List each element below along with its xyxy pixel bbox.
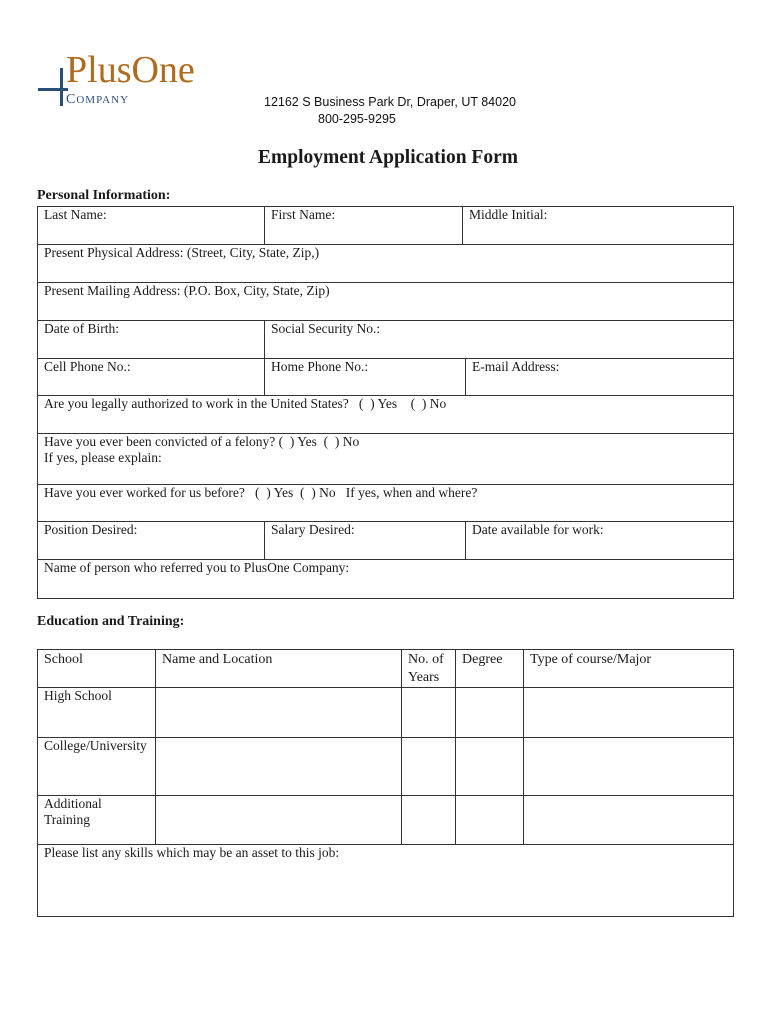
college-years-cell[interactable] bbox=[402, 738, 456, 796]
home-phone-label: Home Phone No.: bbox=[271, 359, 369, 374]
first-name-label: First Name: bbox=[271, 207, 336, 222]
physical-address-field[interactable] bbox=[38, 245, 733, 282]
skills-row bbox=[38, 845, 734, 917]
row-label-high-school: High School bbox=[38, 688, 156, 738]
skills-field[interactable] bbox=[38, 845, 734, 917]
available-date-label: Date available for work: bbox=[472, 522, 604, 537]
high-school-years-cell[interactable] bbox=[402, 688, 456, 738]
col-header-school: School bbox=[38, 650, 156, 688]
authorized-question[interactable] bbox=[38, 396, 733, 433]
dob-ssn-row bbox=[38, 321, 733, 359]
worked-before-row bbox=[38, 485, 733, 522]
ssn-field[interactable] bbox=[264, 321, 733, 358]
skills-label: Please list any skills which may be an asset to this job: bbox=[44, 845, 340, 860]
personal-info-table bbox=[37, 206, 734, 599]
email-field[interactable] bbox=[465, 359, 733, 395]
ssn-label: Social Security No.: bbox=[271, 321, 381, 336]
company-phone: 800-295-9295 bbox=[318, 112, 396, 126]
row-label-additional-training: Additional Training bbox=[38, 796, 156, 845]
logo-plus-vertical bbox=[60, 68, 63, 106]
authorized-row bbox=[38, 396, 733, 434]
authorized-label: Are you legally authorized to work in the United States? ( ) Yes ( ) No bbox=[44, 396, 447, 411]
logo-plus-horizontal bbox=[38, 88, 68, 91]
referred-label: Name of person who referred you to PlusOne Company: bbox=[44, 560, 350, 575]
high-school-degree-cell[interactable] bbox=[456, 688, 524, 738]
college-name-cell[interactable] bbox=[156, 738, 402, 796]
physical-address-row bbox=[38, 245, 733, 283]
company-address: 12162 S Business Park Dr, Draper, UT 84020 bbox=[264, 95, 516, 109]
dob-label: Date of Birth: bbox=[44, 321, 119, 336]
last-name-field[interactable] bbox=[38, 207, 264, 244]
physical-address-label: Present Physical Address: (Street, City, State, Zip,) bbox=[44, 245, 320, 260]
training-major-cell[interactable] bbox=[524, 796, 734, 845]
worked-before-label: Have you ever worked for us before? ( ) Yes ( ) No If yes, when and where? bbox=[44, 485, 478, 500]
col-header-major: Type of course/Major bbox=[524, 650, 734, 688]
college-degree-cell[interactable] bbox=[456, 738, 524, 796]
felony-question[interactable] bbox=[38, 434, 733, 484]
worked-before-question[interactable] bbox=[38, 485, 733, 521]
education-table bbox=[37, 649, 734, 917]
training-degree-cell[interactable] bbox=[456, 796, 524, 845]
middle-initial-label: Middle Initial: bbox=[469, 207, 548, 222]
mailing-address-field[interactable] bbox=[38, 283, 733, 320]
table-row bbox=[38, 688, 734, 738]
mailing-address-label: Present Mailing Address: (P.O. Box, City, State, Zip) bbox=[44, 283, 330, 298]
col-header-degree: Degree bbox=[456, 650, 524, 688]
position-field[interactable] bbox=[38, 522, 264, 559]
dob-field[interactable] bbox=[38, 321, 264, 358]
position-row bbox=[38, 522, 733, 560]
company-logo bbox=[38, 49, 253, 110]
col-header-name-location: Name and Location bbox=[156, 650, 402, 688]
name-row bbox=[38, 207, 733, 245]
education-header-row bbox=[38, 650, 734, 688]
logo-wordmark: PlusOne bbox=[66, 49, 195, 91]
referred-row bbox=[38, 560, 733, 598]
referred-field[interactable] bbox=[38, 560, 733, 598]
cell-phone-label: Cell Phone No.: bbox=[44, 359, 131, 374]
high-school-major-cell[interactable] bbox=[524, 688, 734, 738]
training-name-cell[interactable] bbox=[156, 796, 402, 845]
col-header-years: No. of Years bbox=[402, 650, 456, 688]
felony-row bbox=[38, 434, 733, 485]
mailing-address-row bbox=[38, 283, 733, 321]
training-years-cell[interactable] bbox=[402, 796, 456, 845]
felony-explain-label: If yes, please explain: bbox=[44, 450, 162, 465]
last-name-label: Last Name: bbox=[44, 207, 107, 222]
position-label: Position Desired: bbox=[44, 522, 138, 537]
logo-subtext-rest: OMPANY bbox=[76, 94, 130, 106]
college-major-cell[interactable] bbox=[524, 738, 734, 796]
felony-label: Have you ever been convicted of a felony? ( ) Yes ( ) No bbox=[44, 434, 360, 449]
salary-label: Salary Desired: bbox=[271, 522, 355, 537]
personal-info-heading: Personal Information: bbox=[37, 188, 171, 203]
phone-email-row bbox=[38, 359, 733, 396]
home-phone-field[interactable] bbox=[264, 359, 465, 395]
form-title: Employment Application Form bbox=[257, 147, 518, 168]
education-heading: Education and Training: bbox=[37, 614, 185, 629]
table-row bbox=[38, 796, 734, 845]
logo-subtext: COMPANY bbox=[66, 92, 130, 107]
email-label: E-mail Address: bbox=[472, 359, 560, 374]
high-school-name-cell[interactable] bbox=[156, 688, 402, 738]
salary-field[interactable] bbox=[264, 522, 465, 559]
cell-phone-field[interactable] bbox=[38, 359, 264, 395]
available-date-field[interactable] bbox=[465, 522, 733, 559]
first-name-field[interactable] bbox=[264, 207, 462, 244]
middle-initial-field[interactable] bbox=[462, 207, 733, 244]
table-row bbox=[38, 738, 734, 796]
row-label-college: College/University bbox=[38, 738, 156, 796]
